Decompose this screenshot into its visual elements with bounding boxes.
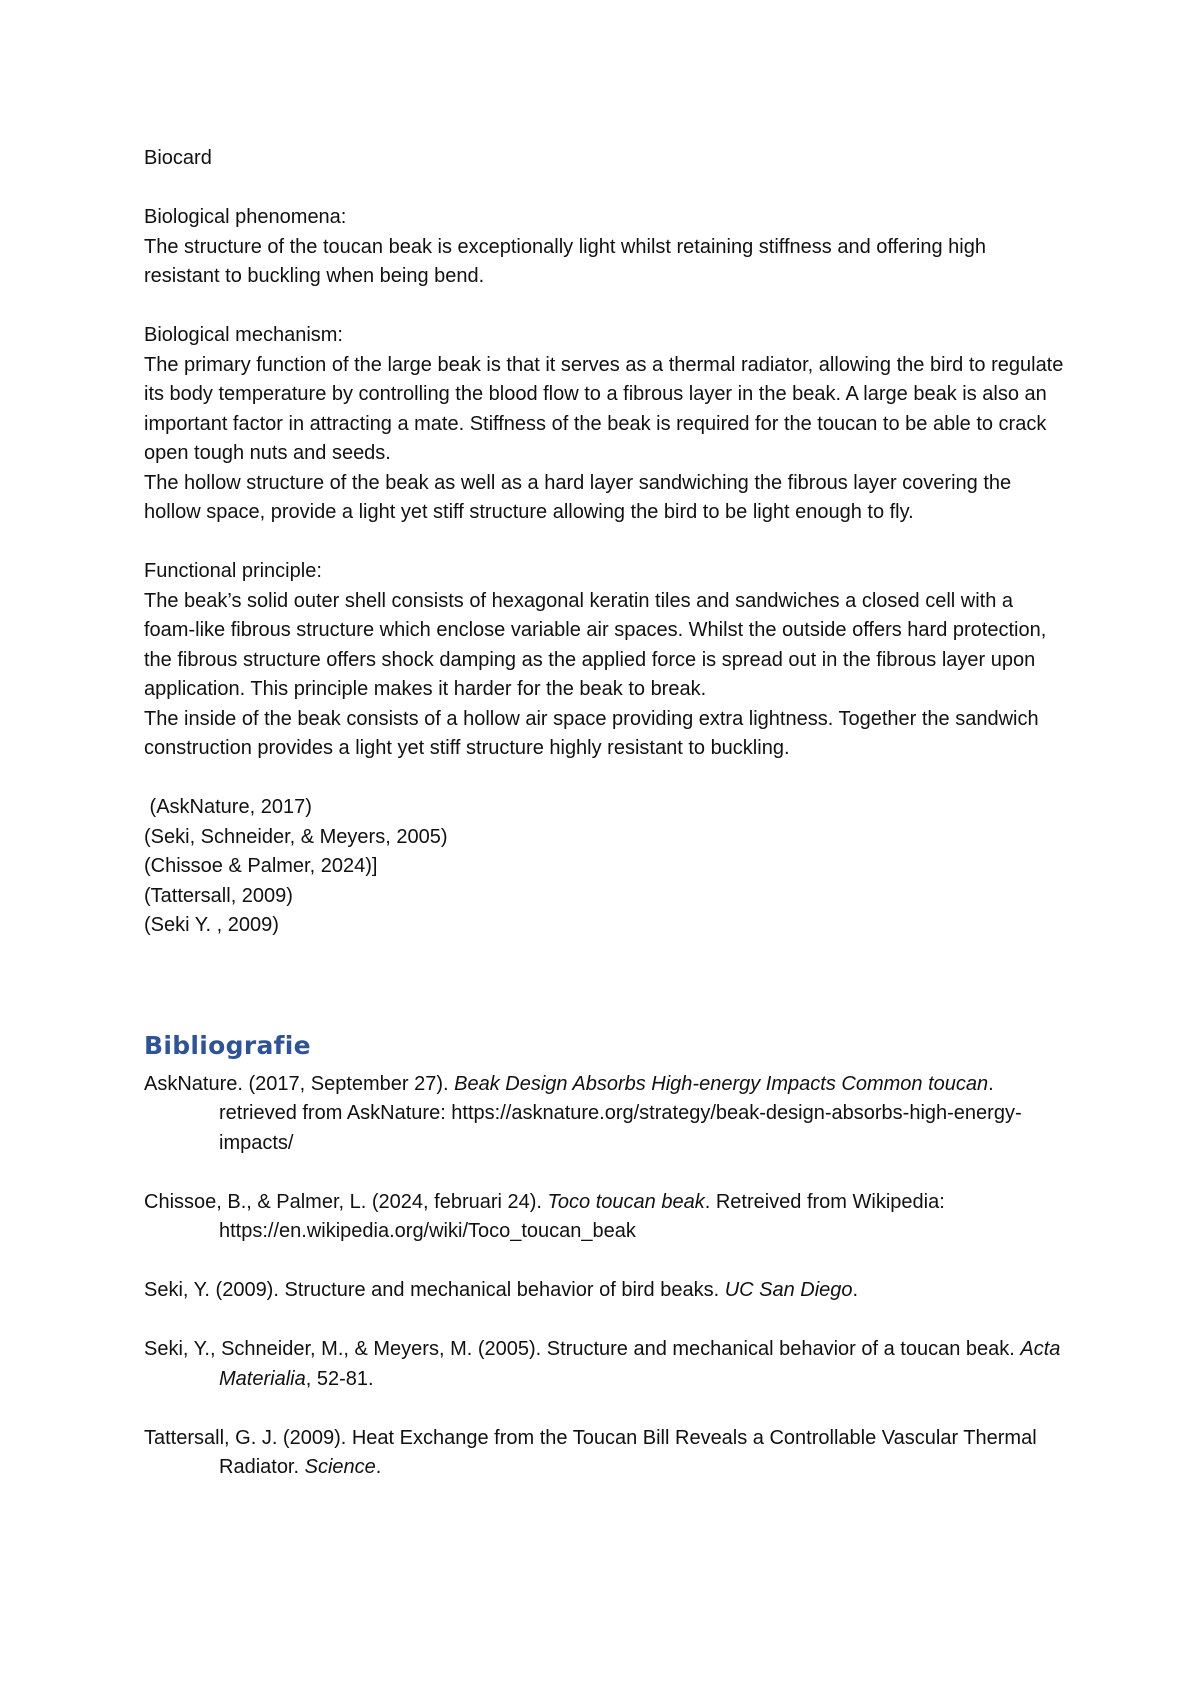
entry-text: Tattersall, G. J. (2009). Heat Exchange from the Toucan Bill Reveals a Controllable Vascular Thermal Radiator.	[144, 1426, 1037, 1478]
entry-title: Acta Materialia	[219, 1338, 1061, 1390]
mechanism-text-2: The hollow structure of the beak as well as a hard layer sandwiching the fibrous layer covering the hollow space, provide a light yet stiff structure allowing the bird to be light enough to fly.	[144, 471, 1012, 523]
spacer	[144, 292, 1064, 322]
spacer	[144, 528, 1064, 558]
citation-item: (Chissoe & Palmer, 2024)]	[144, 855, 378, 877]
entry-text: Seki, Y., Schneider, M., & Meyers, M. (2005). Structure and mechanical behavior of a toucan beak.	[144, 1338, 1021, 1360]
principle-text-2: The inside of the beak consists of a hollow air space providing extra lightness. Together the sandwich construction provides a light yet stiff structure highly resistant to buckling.	[144, 707, 1039, 759]
entry-text: .	[852, 1279, 859, 1301]
citation-item: (Tattersall, 2009)	[144, 884, 293, 907]
entry-title: Science	[304, 1456, 376, 1478]
phenomena-heading: Biological phenomena:	[144, 206, 347, 228]
phenomena-text: The structure of the toucan beak is exceptionally light whilst retaining stiffness and offering high resistant to buckling when being bend.	[144, 235, 986, 287]
bibliography-heading: Bibliografie	[144, 1030, 311, 1060]
principle-text-1: The beak’s solid outer shell consists of hexagonal keratin tiles and sandwiches a closed cell with a foam-like fibrous structure which enclose variable air spaces. Whilst the outside offers hard protection, the fibrous structure offers shock damping as the applied force is spread out in the fibrous layer upon application. This principle makes it harder for the beak to break.	[144, 589, 1047, 700]
spacer	[144, 764, 1064, 794]
entry-text: AskNature. (2017, September 27).	[144, 1072, 455, 1095]
bibliography-entry	[144, 1424, 1064, 1483]
entry-text: . retrieved from AskNature: https://asknature.org/strategy/beak-design-absorbs-high-energy-impacts/	[219, 1072, 1022, 1154]
mechanism-heading: Biological mechanism:	[144, 324, 343, 346]
principle-heading: Functional principle:	[144, 560, 322, 582]
document-page	[144, 144, 1064, 1512]
spacer	[144, 174, 1064, 204]
entry-text: . Retreived from Wikipedia: https://en.wikipedia.org/wiki/Toco_toucan_beak	[219, 1190, 945, 1242]
entry-text: Chissoe, B., & Palmer, L. (2024, februari 24).	[144, 1190, 548, 1213]
entry-title: Beak Design Absorbs High-energy Impacts Common toucan	[454, 1072, 989, 1095]
mechanism-text-1: The primary function of the large beak is that it serves as a thermal radiator, allowing the bird to regulate its body temperature by controlling the blood flow to a fibrous layer in the beak. A large beak is also an important factor in attracting a mate. Stiffness of the beak is required for the toucan to be able to crack open tough nuts and seeds.	[144, 353, 1064, 464]
citation-item: (Seki Y. , 2009)	[144, 914, 279, 936]
bibliography-entry	[144, 1188, 1064, 1247]
bibliography-entry	[144, 1070, 1064, 1159]
document-title: Biocard	[144, 147, 212, 169]
spacer	[144, 941, 1064, 1030]
bibliography-entry	[144, 1335, 1064, 1394]
citation-item: (Seki, Schneider, & Meyers, 2005)	[144, 825, 448, 848]
bibliography-list	[144, 1070, 1064, 1483]
citation-item: (AskNature, 2017)	[144, 796, 312, 818]
entry-title: UC San Diego	[724, 1279, 853, 1301]
entry-text: .	[375, 1456, 382, 1478]
entry-text: Seki, Y. (2009). Structure and mechanical behavior of bird beaks.	[144, 1279, 725, 1301]
entry-text: , 52-81.	[305, 1367, 374, 1390]
entry-title: Toco toucan beak	[547, 1190, 705, 1213]
citation-list	[144, 793, 1064, 941]
bibliography-entry	[144, 1276, 1064, 1306]
